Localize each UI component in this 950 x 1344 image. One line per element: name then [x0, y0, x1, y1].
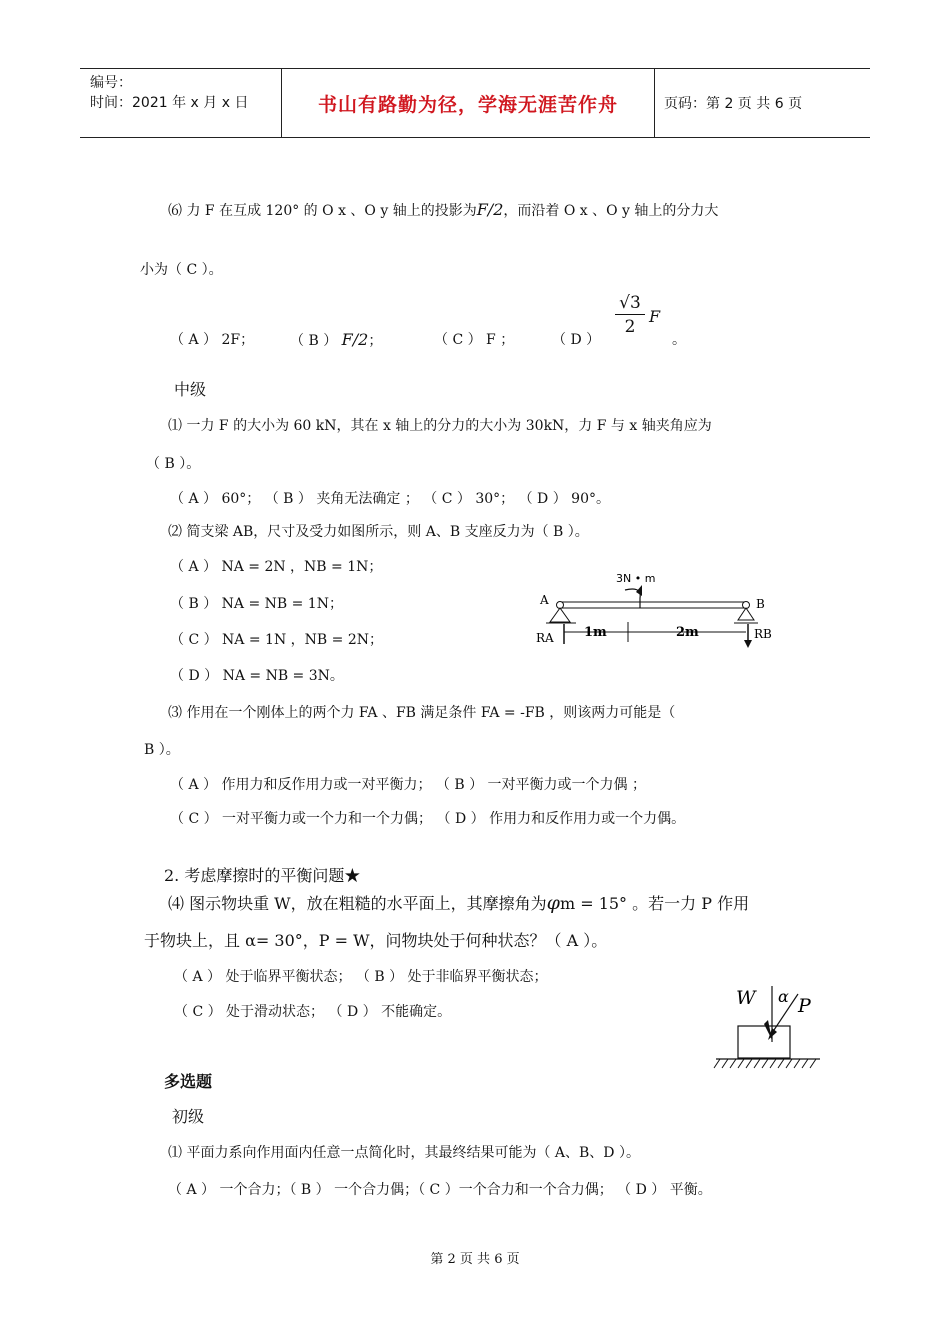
support-a — [550, 608, 570, 622]
m2-option-c: （ C ） NA = 1N ，NB = 2N； — [170, 632, 383, 648]
s2-q4-line2: 于物块上，且 α= 30°，P = W，问物块处于何种状态？（ A ）。 — [144, 931, 608, 950]
moment-arrowhead — [636, 585, 642, 596]
q6-option-b-label: （ B ） — [290, 333, 338, 349]
label-p: P — [798, 995, 811, 1017]
q6-option-b — [290, 330, 382, 351]
q6-option-b-value: F/2 — [341, 330, 369, 349]
m2-option-b: （ B ） NA = NB = 1N； — [170, 596, 343, 612]
m3-options-2: （ C ） 一对平衡力或一个力和一个力偶； （ D ） 作用力和反作用力或一个力偶。 — [170, 811, 686, 827]
label-ra: RA — [536, 631, 554, 645]
s2-q4-text-b: m = 15° 。若一力 P 作用 — [559, 894, 750, 913]
beam-figure — [530, 568, 790, 658]
m1-options: （ A ） 60°； （ B ） 夹角无法确定 ； （ C ） 30°； （ D ） 90°。 — [170, 491, 610, 507]
weight-arrow — [764, 1020, 772, 1040]
label-a: A — [540, 593, 549, 607]
q6-option-b-end: ； — [368, 333, 383, 349]
mc1-stem: ⑴ 平面力系向作用面内任意一点简化时，其最终结果可能为（ A、B、D ）。 — [168, 1145, 640, 1161]
date-label: 时间：2021 年 x 月 x 日 — [90, 95, 249, 111]
m2-option-a: （ A ） NA = 2N ，NB = 1N； — [170, 559, 383, 575]
m2-stem: ⑵ 简支梁 AB，尺寸及受力如图所示，则 A、B 支座反力为（ B ）。 — [168, 524, 589, 540]
s2-q4-text-a: ⑷ 图示物块重 W，放在粗糙的水平面上，其摩擦角为 — [168, 894, 547, 913]
q6-option-a: （ A ） 2F； — [170, 332, 255, 348]
m3-line1: ⑶ 作用在一个刚体上的两个力 FA 、FB 满足条件 FA = -FB ，则该两力可能是（ — [168, 705, 676, 721]
q6-f-half: F/2 — [476, 200, 504, 219]
dim-2m: 2m — [676, 625, 699, 640]
beam-body — [560, 602, 746, 608]
block-body — [738, 1026, 790, 1058]
header-motto — [281, 69, 655, 137]
page-footer: 第 2 页 共 6 页 — [430, 1252, 520, 1267]
moment-label: 3N • m — [616, 572, 656, 585]
q6-option-d-f: F — [649, 307, 661, 326]
label-b: B — [756, 597, 765, 611]
mc1-options: （ A ） 一个合力；（ B ） 一个合力偶；（ C ）一个合力和一个合力偶； （ D ） 平衡。 — [168, 1182, 712, 1198]
q6-line1 — [168, 200, 718, 221]
m1-line1: ⑴ 一力 F 的大小为 60 kN，其在 x 轴上的分力的大小为 30kN，力 F 与 x 轴夹角应为 — [168, 418, 712, 434]
level-basic: 初级 — [172, 1107, 205, 1126]
q6-text-a: ⑹ 力 F 在互成 120° 的 O x 、O y 轴上的投影为 — [168, 203, 477, 219]
q6-option-c: （ C ） F ； — [434, 332, 515, 348]
q6-option-d-fraction — [615, 292, 645, 339]
m3-options-1: （ A ） 作用力和反作用力或一对平衡力； （ B ） 一对平衡力或一个力偶 ； — [170, 777, 646, 793]
fraction-numerator: √3 — [615, 292, 645, 315]
s2-q4-phi: φ — [546, 892, 560, 914]
rb-arrowhead — [744, 640, 752, 648]
section-2-title: 2. 考虑摩擦时的平衡问题★ — [164, 866, 361, 885]
header-meta — [80, 69, 280, 137]
s2-q4-line1 — [168, 893, 749, 914]
fraction-denominator: 2 — [624, 317, 636, 337]
q6-line2: 小为（ C ）。 — [140, 262, 223, 278]
q6-option-d-label: （ D ） — [552, 332, 601, 348]
header-page-info: 页码：第 2 页 共 6 页 — [664, 96, 803, 112]
page-header — [80, 68, 870, 138]
motto-text: 书山有路勤为径，学海无涯苦作舟 — [317, 93, 618, 116]
m3-line2: B ）。 — [144, 742, 180, 758]
dim-1m: 1m — [584, 625, 607, 640]
block-figure — [712, 982, 824, 1074]
m1-line2: （ B ）。 — [146, 456, 201, 472]
multi-choice-title: 多选题 — [164, 1072, 213, 1091]
s2-options-2: （ C ） 处于滑动状态； （ D ） 不能确定。 — [174, 1004, 452, 1020]
level-intermediate: 中级 — [174, 380, 207, 399]
ground-hatching — [714, 1059, 816, 1068]
label-w: W — [736, 987, 756, 1009]
support-b — [738, 608, 754, 620]
label-rb: RB — [754, 627, 772, 641]
s2-options-1: （ A ） 处于临界平衡状态； （ B ） 处于非临界平衡状态； — [174, 969, 548, 985]
label-alpha: α — [778, 987, 789, 1006]
q6-option-d-end: 。 — [672, 332, 686, 348]
q6-text-b: ，而沿着 O x 、O y 轴上的分力大 — [503, 203, 719, 219]
m2-option-d: （ D ） NA = NB = 3N。 — [170, 668, 344, 684]
serial-label: 编号： — [90, 75, 132, 91]
